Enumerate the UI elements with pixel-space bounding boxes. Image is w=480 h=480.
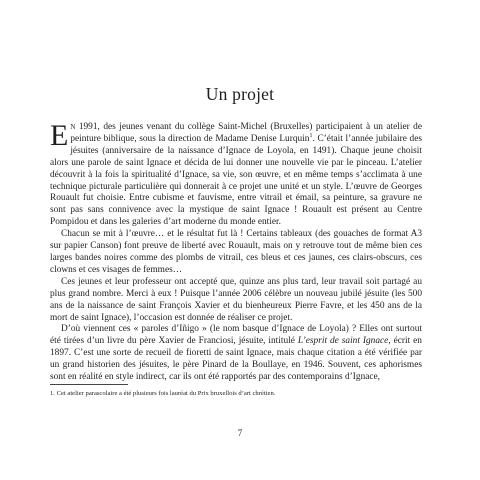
paragraph-4-text-a: D’où viennent ces « paroles d’Iñigo » (le nom basque d’Ignace de Loyola) ? Elles ont surtout été tirées d’un livre du père Xavier de Franciosi, jésuite, intitulé <box>50 324 422 347</box>
footnote-divider <box>50 384 128 385</box>
body-text <box>50 119 422 384</box>
paragraph-1-text-a: 1991, des jeunes venant du collège Saint-Michel (Bruxelles) participaient à un atelier de peinture biblique, sous la direction de Madame Denise Lurquin <box>70 122 422 144</box>
paragraph-4-text-b: , écrit en 1897. C’est une sorte de recueil de fioretti de saint Ignace, mais chaque citation a été vérifiée par un grand historien des jésuites, le père Pinard de la Boullaye, en 1946. Souvent, ces aphorismes sont en réalité en style indirect, car ils ont été rapportés par des contemporains d’Ignace, <box>50 336 422 383</box>
small-caps-lead: n <box>70 122 76 132</box>
chapter-title: Un projet <box>205 84 275 104</box>
drop-cap: E <box>50 119 69 152</box>
paragraph-3: Ces jeunes et leur professeur ont accepté que, quinze ans plus tard, leur travail soit partagé au plus grand nombre. Merci à eux ! Puisque l’année 2006 célèbre un nouveau jubilé jésuite (les 500 ans de la naissance de saint François Xavier et du bienheureux Pierre Favre, et les 450 ans de la mort de saint Ignace), l’occasion est donnée de réaliser ce projet. <box>50 276 422 323</box>
footnote-reference[interactable]: 1 <box>309 132 313 139</box>
paragraph-1-text-b: . C’était l’année jubilaire des jésuites (anniversaire de la naissance d’Ignace de Loyola, en 1491). Chaque jeune choisit alors une parole de saint Ignace et décida de lui donner une nouvelle vie par le pinceau. L’atelier découvrit à la fois la spiritualité d’Ignace, sa vie, son œuvre, et en même temps s’acclimata à une technique picturale particulière qui donnerait à ce projet une unité et un style. L’œuvre de Georges Rouault fut choisie. Entre cubisme et fauvisme, entre vitrail et émail, sa peinture, sa gravure ne sont pas sans connivence avec la mystique de saint Ignace ! Rouault est présent au Centre Pompidou et dans les galeries d’art moderne du monde entier. <box>50 133 422 228</box>
paragraph-4 <box>50 324 422 384</box>
paragraph-2: Chacun se mit à l’œuvre… et le résultat fut là ! Certains tableaux (des gouaches de format A3 sur papier Canson) font preuve de liberté avec Rouault, mais on y retrouve tout de même bien ces larges bandes noires comme des plombs de vitrail, ces bleus et ces jaunes, ces clairs-obscurs, ces clowns et ces visages de femmes… <box>50 229 422 275</box>
page-number: 7 <box>237 428 243 438</box>
footnote: 1. Cet atelier parascolaire a été plusieurs fois lauréat du Prix bruxellois d’art chrétien. <box>50 390 276 397</box>
book-title: L’esprit de saint Ignace <box>297 336 389 347</box>
paragraph-1 <box>50 119 422 229</box>
